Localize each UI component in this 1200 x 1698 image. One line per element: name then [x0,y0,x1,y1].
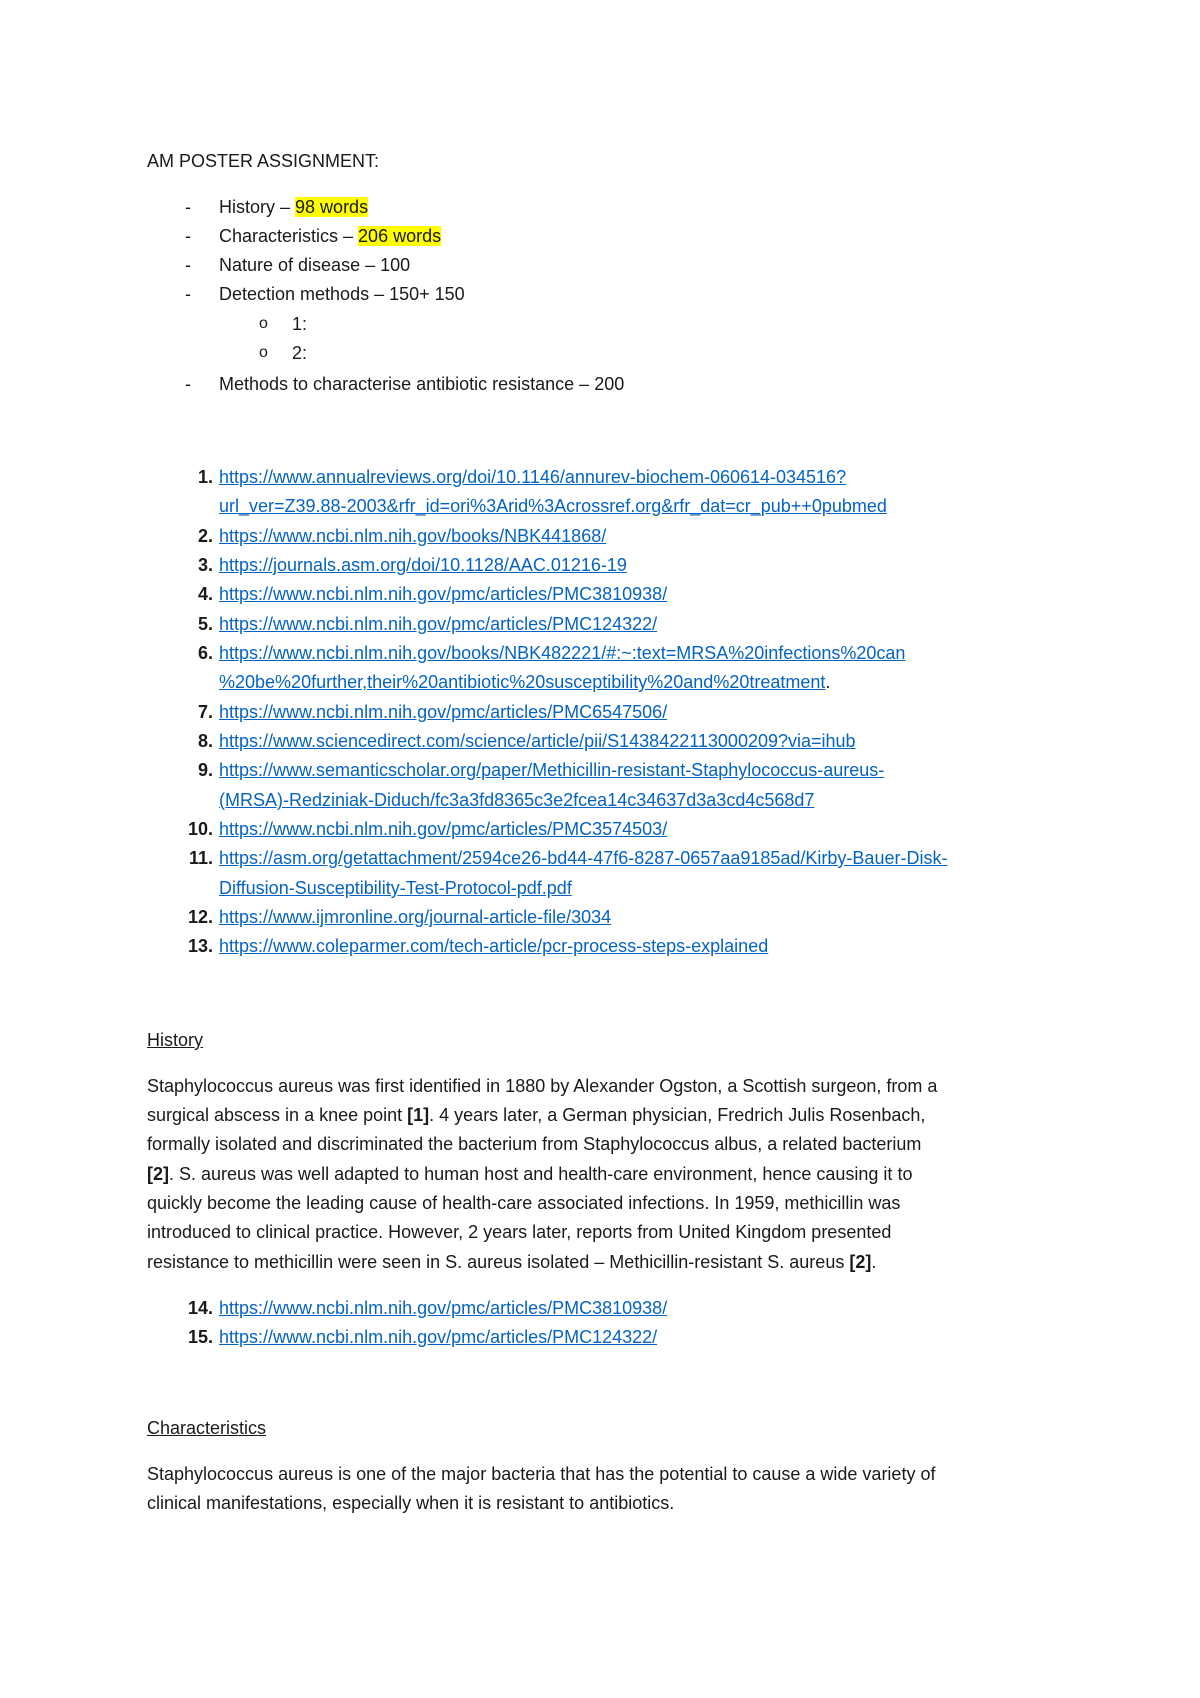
reference-link[interactable]: https://asm.org/getattachment/2594ce26-bd44-47f6-8287-0657aa9185ad/Kirby-Bauer-Disk- [219,848,948,868]
reference-link[interactable]: url_ver=Z39.88-2003&rfr_id=ori%3Arid%3Acrossref.org&rfr_dat=cr_pub++0pubmed [219,496,887,516]
paragraph-line [147,1075,937,1097]
reference-link[interactable]: https://www.ncbi.nlm.nih.gov/pmc/articles/PMC3810938/ [219,1298,668,1318]
text-run: quickly become the leading cause of health-care associated infections. In 1959, methicillin was [147,1193,901,1213]
paragraph-line [147,1163,912,1185]
citation-marker: [1] [407,1105,430,1125]
reference-number: 3. [197,555,213,575]
text-run: surgical abscess in a knee point [147,1105,408,1125]
reference-link[interactable]: https://www.ncbi.nlm.nih.gov/books/NBK482221/#:~:text=MRSA%20infections%20can [219,643,906,663]
reference-item-6-cont [219,671,830,693]
reference-number: 10. [187,819,213,839]
section-heading-characteristics: Characteristics [147,1418,267,1438]
reference-link[interactable]: https://journals.asm.org/doi/10.1128/AAC.01216-19 [219,555,627,575]
dash-bullet: - [185,284,191,304]
reference-number: 2. [197,526,213,546]
dash-bullet: - [185,226,191,246]
reference-link[interactable]: https://www.ncbi.nlm.nih.gov/pmc/articles/PMC6547506/ [219,702,668,722]
reference-link[interactable]: https://www.ncbi.nlm.nih.gov/pmc/articles/PMC124322/ [219,1327,658,1347]
reference-link[interactable]: https://www.ncbi.nlm.nih.gov/books/NBK441868/ [219,526,607,546]
section-heading-history: History [147,1030,204,1050]
citation-marker: [2] [147,1164,169,1184]
reference-link[interactable]: https://www.ncbi.nlm.nih.gov/pmc/articles/PMC124322/ [219,614,658,634]
outline-label: History – [219,197,296,217]
paragraph-line: Staphylococcus aureus is one of the major bacteria that has the potential to cause a wide variety of [147,1464,936,1484]
outline-label: Methods to characterise antibiotic resistance – 200 [219,374,625,394]
trailing-period: . [825,672,831,692]
reference-number: 8. [197,731,213,751]
outline-sublabel: 2: [292,343,308,363]
reference-link[interactable]: https://www.ncbi.nlm.nih.gov/pmc/articles/PMC3574503/ [219,819,668,839]
reference-link[interactable]: Diffusion-Susceptibility-Test-Protocol-pdf.pdf [219,878,572,898]
reference-number: 7. [197,702,213,722]
reference-number: 5. [197,614,213,634]
reference-number: 13. [187,936,213,956]
paragraph-line [147,1221,891,1243]
text-run: . [871,1252,877,1272]
reference-number: 11. [188,848,213,868]
text-run: . 4 years later, a German physician, Fredrich Julis Rosenbach, [429,1105,926,1125]
reference-link[interactable]: https://www.ncbi.nlm.nih.gov/pmc/articles/PMC3810938/ [219,584,668,604]
citation-marker: [2] [849,1252,872,1272]
dash-bullet: - [185,374,191,394]
paragraph-line [147,1133,921,1155]
text-run: formally isolated and discriminated the bacterium from Staphylococcus albus, a related bacterium [147,1134,922,1154]
reference-number: 15. [187,1327,213,1347]
reference-link[interactable]: https://www.annualreviews.org/doi/10.1146/annurev-biochem-060614-034516? [219,467,847,487]
outline-label: Nature of disease – 100 [219,255,411,275]
paragraph-line: clinical manifestations, especially when it is resistant to antibiotics. [147,1493,675,1513]
document-title: AM POSTER ASSIGNMENT: [147,151,380,171]
paragraph-line [147,1251,876,1273]
circle-bullet: o [259,315,268,332]
paragraph-line [147,1192,900,1214]
reference-number: 14. [187,1298,213,1318]
reference-link[interactable]: https://www.coleparmer.com/tech-article/pcr-process-steps-explained [219,936,769,956]
reference-link[interactable]: (MRSA)-Redziniak-Diduch/fc3a3fd8365c3e2fcea14c34637d3a3cd4c568d7 [219,790,815,810]
reference-number: 1. [197,467,213,487]
text-run: Staphylococcus aureus was first identified in 1880 by Alexander Ogston, a Scottish surgeon, from a [147,1076,938,1096]
reference-number: 6. [197,643,213,663]
paragraph-line [147,1104,925,1126]
outline-label: Characteristics – [219,226,359,246]
reference-number: 4. [197,584,213,604]
text-run: introduced to clinical practice. However, 2 years later, reports from United Kingdom presented [147,1222,892,1242]
reference-link[interactable]: https://www.ijmronline.org/journal-article-file/3034 [219,907,612,927]
reference-link[interactable]: https://www.sciencedirect.com/science/article/pii/S1438422113000209?via=ihub [219,731,856,751]
outline-label: Detection methods – 150+ 150 [219,284,465,304]
circle-bullet: o [259,344,268,361]
reference-number: 12. [187,907,213,927]
text-run: resistance to methicillin were seen in S. aureus isolated – Methicillin-resistant S. aureus [147,1252,850,1272]
outline-sublabel: 1: [292,314,308,334]
dash-bullet: - [185,197,191,217]
reference-link[interactable]: %20be%20further,their%20antibiotic%20susceptibility%20and%20treatment [219,672,826,692]
highlighted-word-count: 206 words [358,226,442,246]
reference-link[interactable]: https://www.semanticscholar.org/paper/Methicillin-resistant-Staphylococcus-aureus- [219,760,885,780]
text-run: . S. aureus was well adapted to human host and health-care environment, hence causing it to [169,1164,913,1184]
reference-number: 9. [197,760,213,780]
highlighted-word-count: 98 words [295,197,369,217]
dash-bullet: - [185,255,191,275]
